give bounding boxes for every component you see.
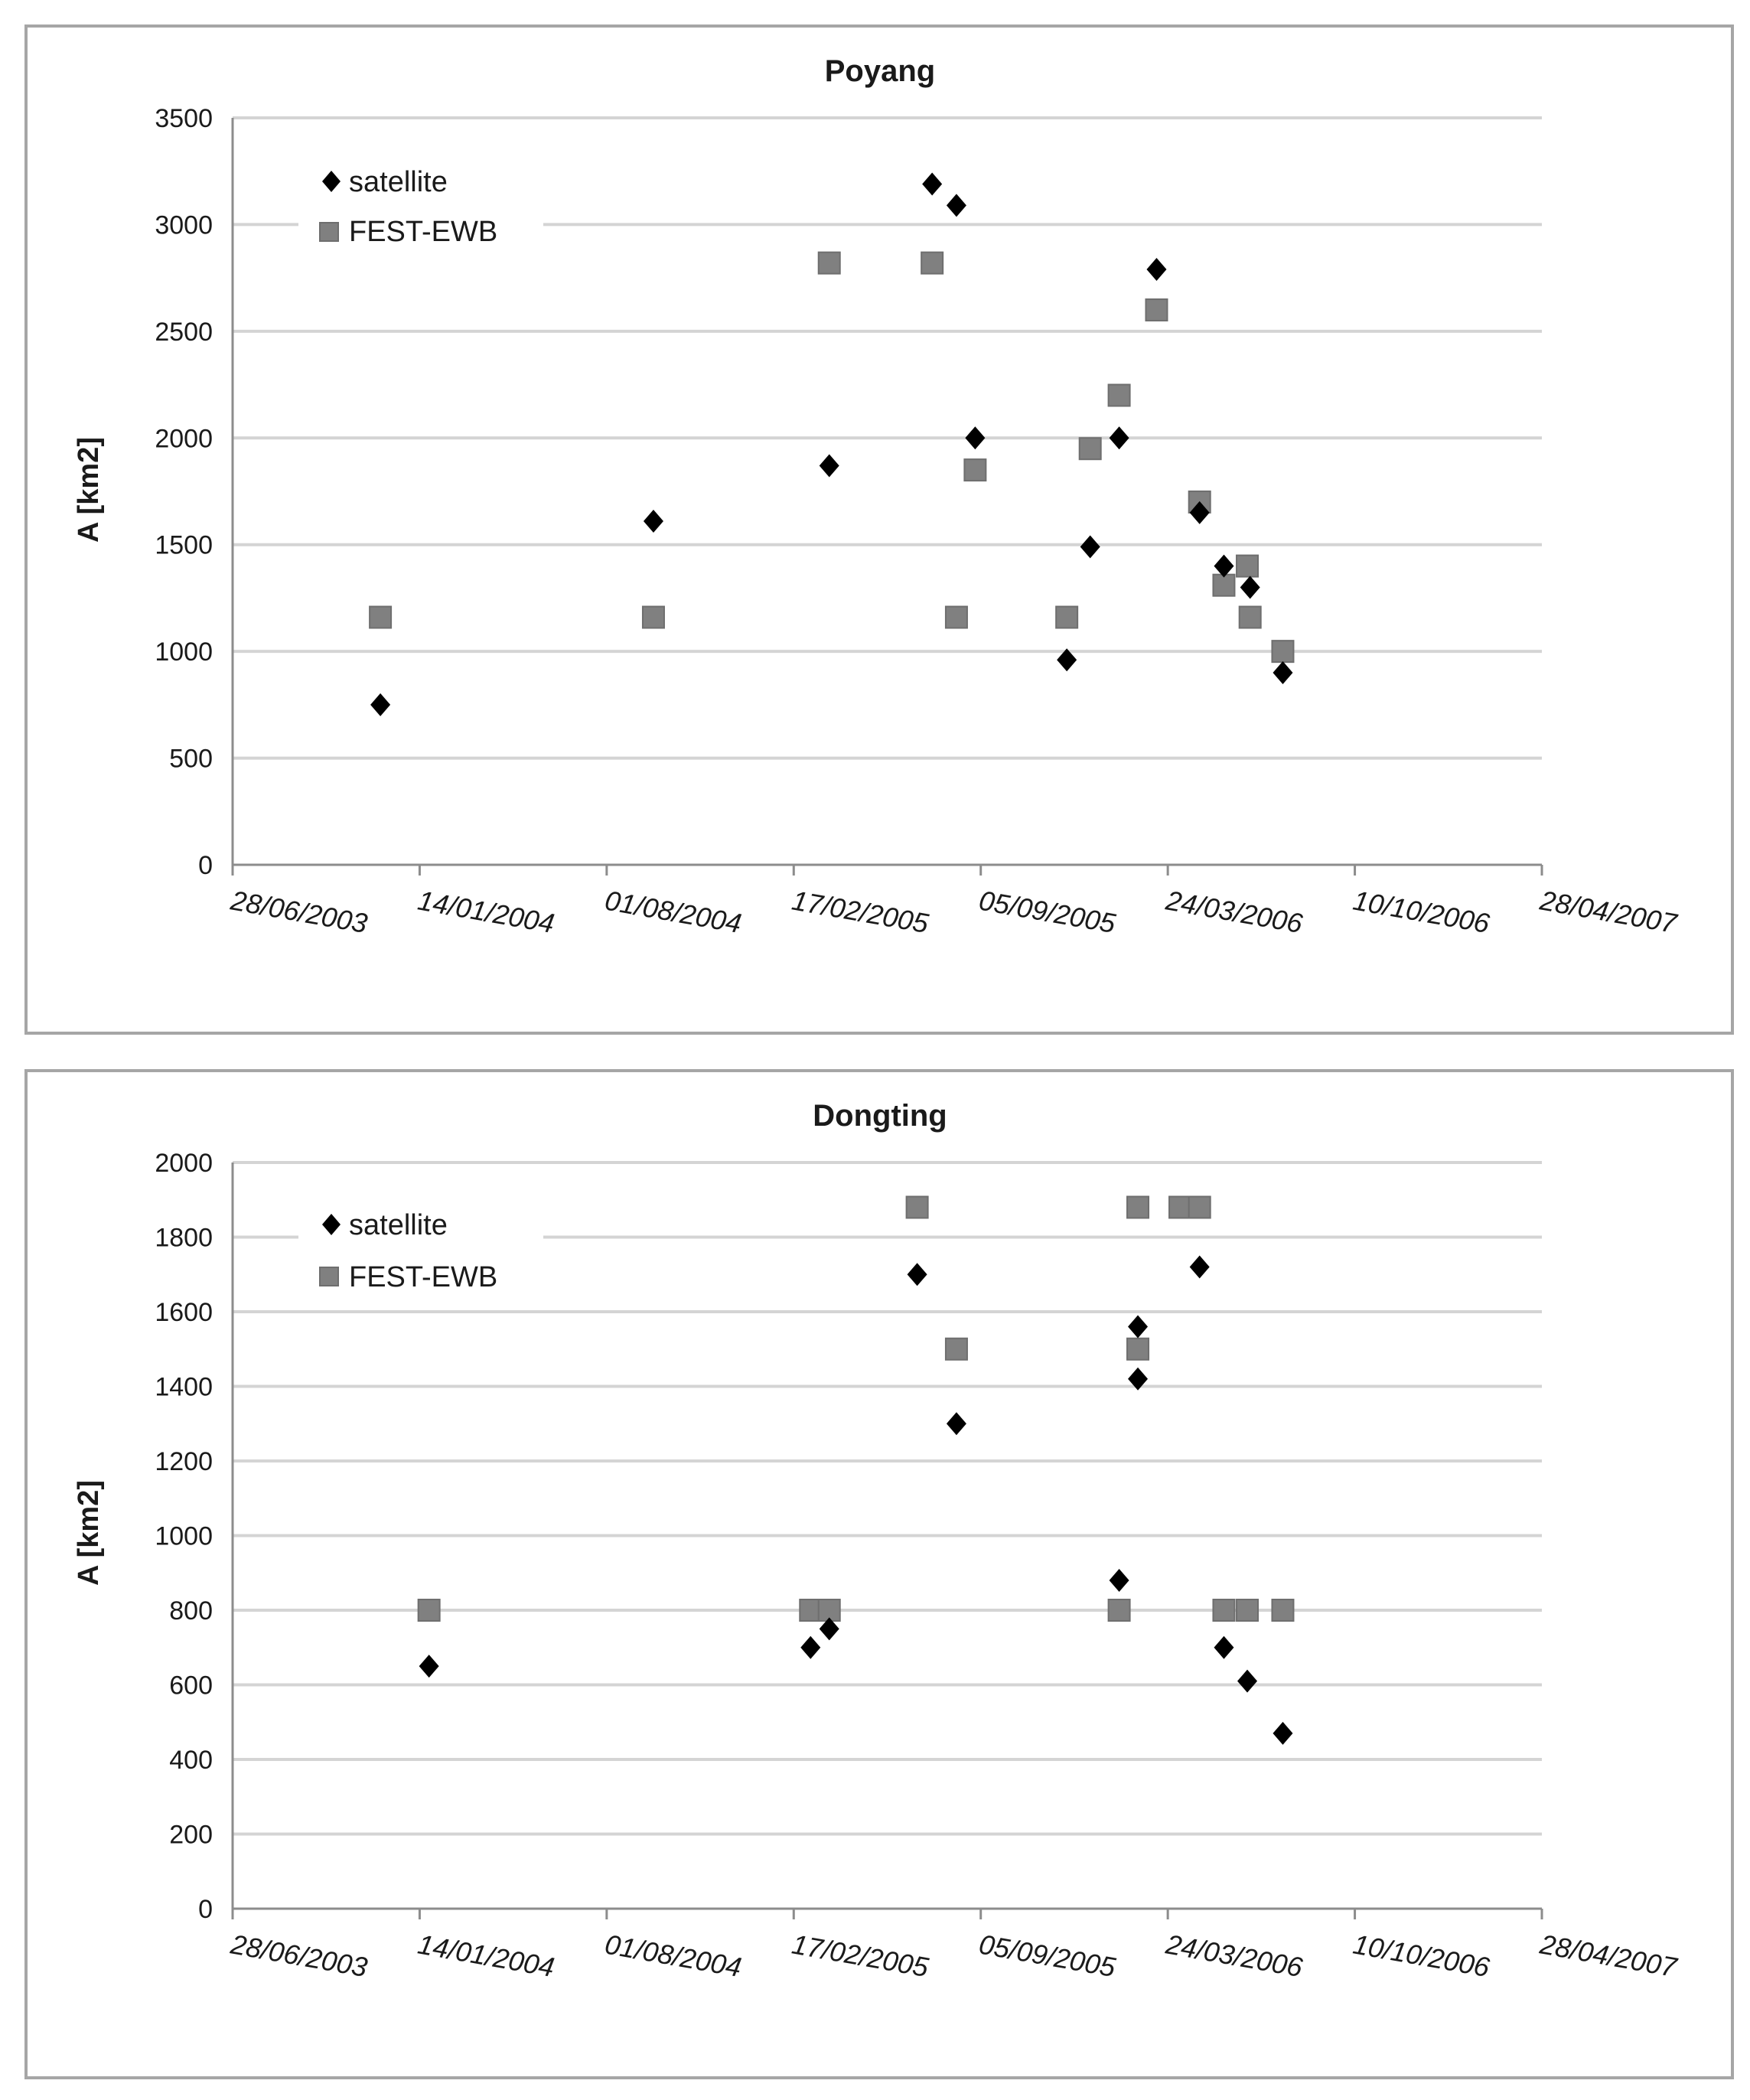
x-tick-label: 01/08/2004	[602, 1928, 745, 1984]
fest-ewb-point	[946, 607, 967, 628]
y-axis-label: A [km2]	[73, 1480, 105, 1586]
y-tick-label: 2000	[155, 424, 213, 454]
chart-title: Dongting	[813, 1099, 947, 1133]
fest-ewb-point	[1109, 385, 1130, 406]
y-tick-label: 600	[169, 1671, 213, 1701]
y-tick-label: 200	[169, 1820, 213, 1850]
legend-satellite-label: satellite	[349, 166, 448, 198]
y-tick-label: 1200	[155, 1447, 213, 1476]
fest-ewb-point	[1189, 1197, 1211, 1218]
y-tick-label: 1400	[155, 1372, 213, 1402]
fest-ewb-point	[1169, 1197, 1191, 1218]
fest-ewb-point	[907, 1197, 928, 1218]
x-tick-label: 28/04/2007	[1537, 884, 1680, 940]
fest-ewb-point	[1213, 1599, 1234, 1621]
fest-ewb-point	[1145, 299, 1167, 321]
y-tick-label: 0	[198, 1895, 213, 1924]
y-tick-label: 500	[169, 744, 213, 774]
poyang-chart-panel	[26, 26, 1732, 1033]
x-tick-label: 10/10/2006	[1351, 1928, 1492, 1984]
fest-ewb-point	[1237, 1599, 1258, 1621]
fest-ewb-point	[1080, 438, 1101, 459]
x-tick-label: 28/04/2007	[1537, 1928, 1680, 1984]
y-axis-label: A [km2]	[73, 437, 105, 543]
fest-ewb-point	[1213, 575, 1234, 596]
fest-ewb-point	[1127, 1197, 1149, 1218]
y-tick-label: 1500	[155, 530, 213, 560]
fest-ewb-point	[946, 1339, 967, 1360]
x-tick-label: 24/03/2006	[1163, 884, 1305, 940]
legend-satellite-label: satellite	[349, 1209, 448, 1241]
fest-ewb-point	[419, 1599, 440, 1621]
chart-frame	[26, 1071, 1732, 2078]
fest-ewb-point	[1272, 1599, 1293, 1621]
fest-ewb-point	[964, 459, 986, 481]
x-tick-label: 24/03/2006	[1163, 1928, 1305, 1984]
legend-fest-ewb-marker	[320, 223, 338, 241]
y-tick-label: 1000	[155, 638, 213, 667]
fest-ewb-point	[1240, 607, 1261, 628]
legend-fest-ewb-marker	[320, 1267, 338, 1286]
y-tick-label: 2500	[155, 317, 213, 347]
x-tick-label: 17/02/2005	[789, 1928, 931, 1984]
fest-ewb-point	[1272, 641, 1293, 662]
y-tick-label: 800	[169, 1596, 213, 1626]
fest-ewb-point	[1056, 607, 1077, 628]
legend-fest-ewb-label: FEST-EWB	[349, 216, 498, 248]
x-tick-label: 28/06/2003	[228, 1928, 370, 1984]
x-tick-label: 05/09/2005	[976, 884, 1118, 940]
fest-ewb-point	[819, 253, 840, 274]
x-tick-label: 14/01/2004	[416, 884, 557, 940]
fest-ewb-point	[1127, 1339, 1149, 1360]
fest-ewb-point	[1237, 556, 1258, 577]
y-tick-label: 2000	[155, 1149, 213, 1178]
fest-ewb-point	[921, 253, 943, 274]
legend	[298, 153, 543, 260]
fest-ewb-point	[370, 607, 391, 628]
legend-fest-ewb-label: FEST-EWB	[349, 1261, 498, 1293]
dongting-chart-panel	[26, 1071, 1732, 2078]
legend	[298, 1198, 543, 1305]
x-tick-label: 10/10/2006	[1351, 884, 1492, 940]
y-tick-label: 400	[169, 1746, 213, 1775]
x-tick-label: 05/09/2005	[976, 1928, 1118, 1984]
y-tick-label: 1600	[155, 1298, 213, 1327]
x-tick-label: 17/02/2005	[789, 884, 931, 940]
y-tick-label: 3500	[155, 104, 213, 133]
chart-frame	[26, 26, 1732, 1033]
y-tick-label: 0	[198, 851, 213, 880]
y-tick-label: 1800	[155, 1223, 213, 1253]
fest-ewb-point	[1109, 1599, 1130, 1621]
y-tick-label: 1000	[155, 1521, 213, 1551]
x-tick-label: 01/08/2004	[602, 884, 745, 940]
x-tick-label: 28/06/2003	[228, 884, 370, 940]
fest-ewb-point	[643, 607, 664, 628]
x-tick-label: 14/01/2004	[416, 1928, 557, 1984]
chart-title: Poyang	[824, 54, 936, 88]
y-tick-label: 3000	[155, 210, 213, 240]
